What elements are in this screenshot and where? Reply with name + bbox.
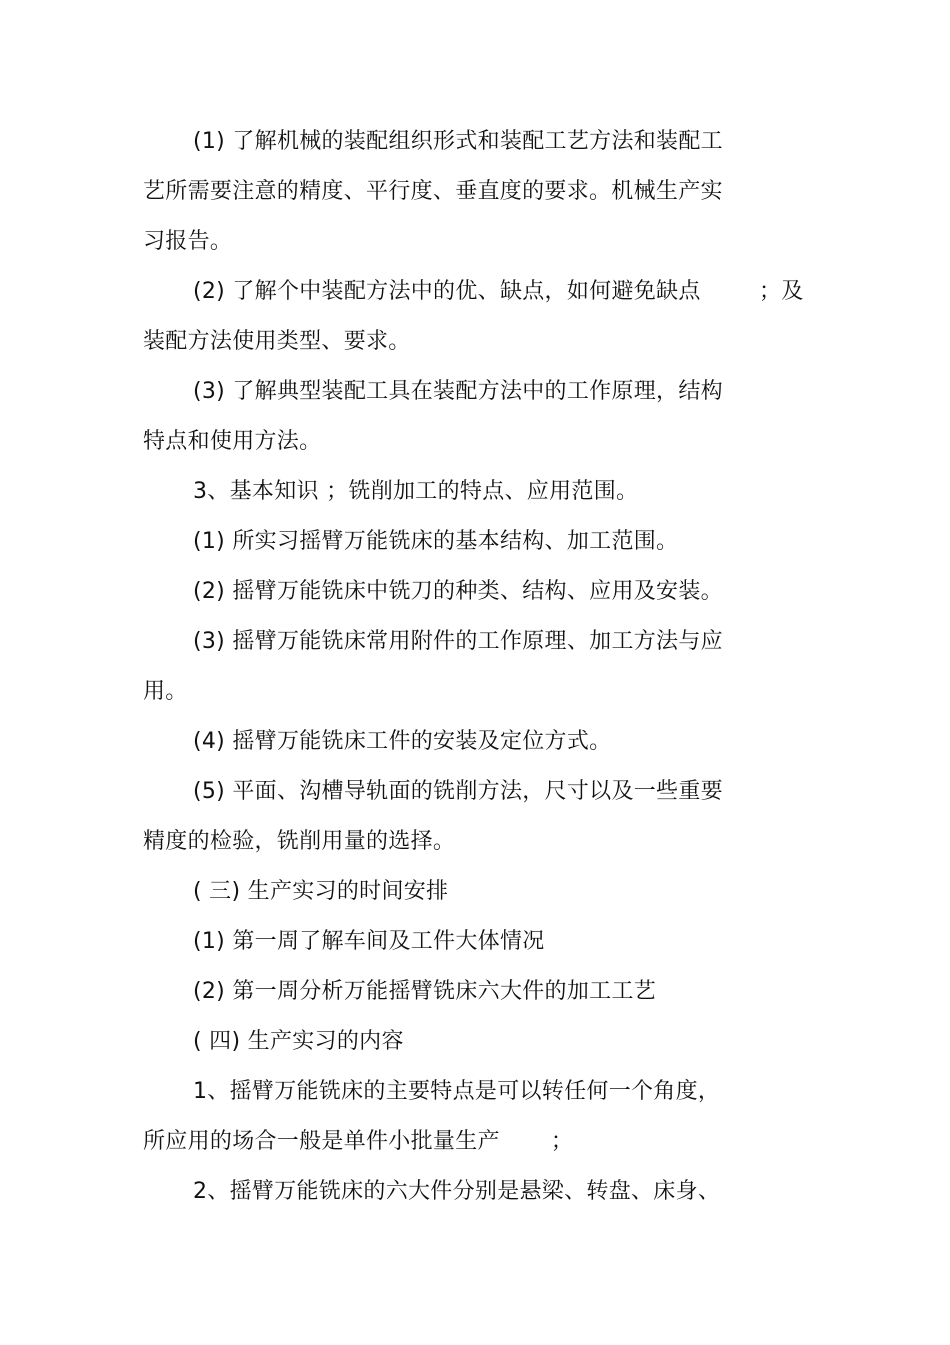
text-line: 装配方法使用类型、要求。: [143, 329, 411, 354]
text-line: 2、摇臂万能铣床的六大件分别是悬梁、转盘、床身、: [193, 1179, 721, 1204]
text-line: (3) 摇臂万能铣床常用附件的工作原理、加工方法与应: [193, 629, 723, 654]
text-line: (1) 第一周了解车间及工件大体情况: [193, 929, 545, 954]
section-heading: ( 四) 生产实习的内容: [193, 1029, 404, 1054]
text-line: (2) 第一周分析万能摇臂铣床六大件的加工工艺: [193, 979, 657, 1004]
text-line: 特点和使用方法。: [143, 429, 322, 454]
text-line: (4) 摇臂万能铣床工件的安装及定位方式。: [193, 729, 612, 754]
text-line: (1) 了解机械的装配组织形式和装配工艺方法和装配工: [193, 129, 723, 154]
text-line: (2) 摇臂万能铣床中铣刀的种类、结构、应用及安装。: [193, 579, 723, 604]
text-line: 1、摇臂万能铣床的主要特点是可以转任何一个角度，: [193, 1079, 721, 1104]
text-line: 用。: [143, 679, 188, 704]
text-line: (1) 所实习摇臂万能铣床的基本结构、加工范围。: [193, 529, 679, 554]
text-line: 艺所需要注意的精度、平行度、垂直度的要求。机械生产实: [143, 179, 723, 204]
text-line: 精度的检验，铣削用量的选择。: [143, 829, 456, 854]
text-line: (2) 了解个中装配方法中的优、缺点，如何避免缺点 ；及: [193, 279, 804, 304]
section-heading: ( 三) 生产实习的时间安排: [193, 879, 449, 904]
text-line: 所应用的场合一般是单件小批量生产 ；: [143, 1129, 574, 1154]
text-line: 3、基本知识 ；铣削加工的特点、应用范围。: [193, 479, 639, 504]
text-line: (3) 了解典型装配工具在装配方法中的工作原理，结构: [193, 379, 723, 404]
text-line: 习报告。: [143, 229, 233, 254]
text-line: (5) 平面、沟槽导轨面的铣削方法，尺寸以及一些重要: [193, 779, 723, 804]
